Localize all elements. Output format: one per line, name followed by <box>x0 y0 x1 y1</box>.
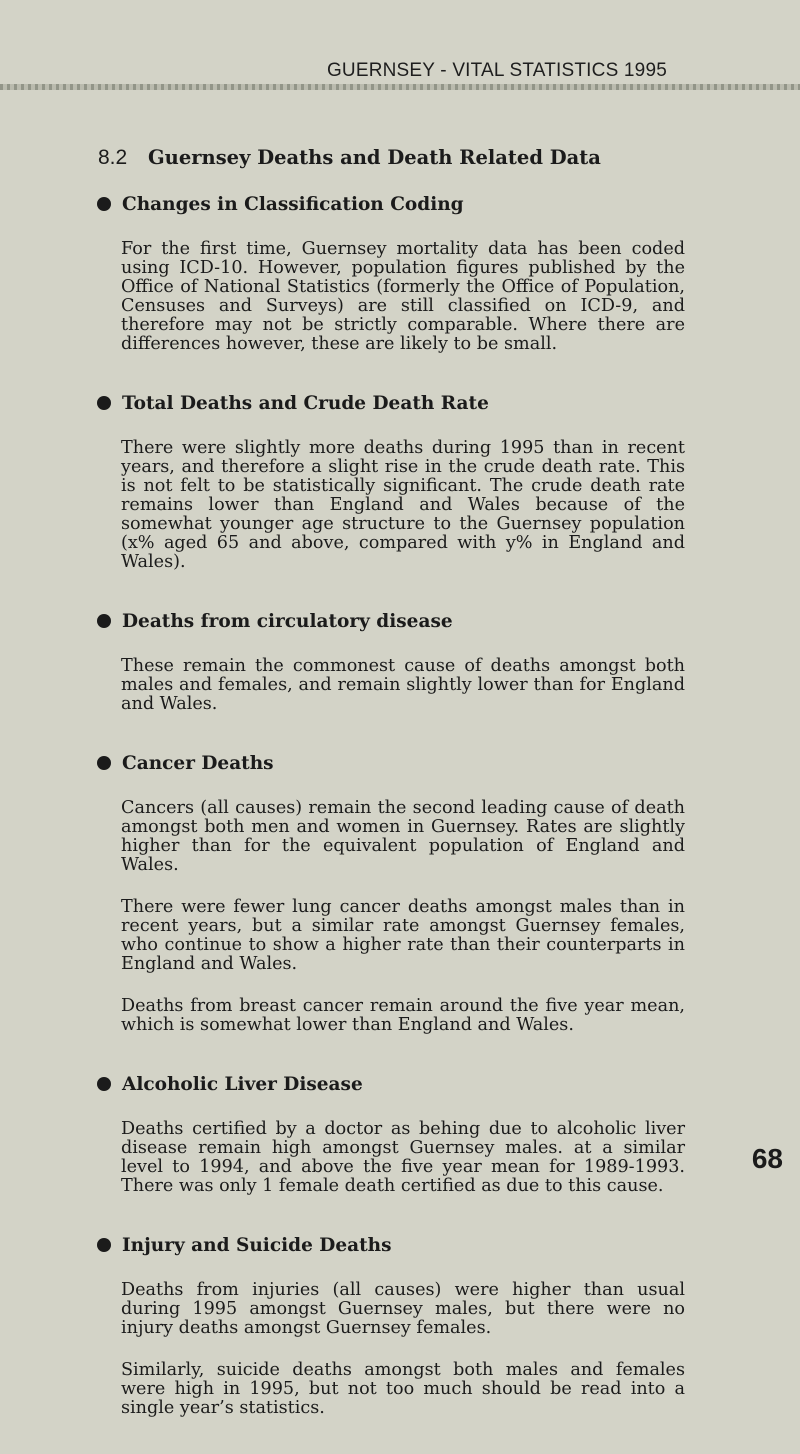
topic-heading <box>97 1071 685 1097</box>
paragraph: Deaths from injuries (all causes) were higher than usual during 1995 amongst Guernsey males, but there were no injury deaths amongst Guernsey females. <box>121 1280 685 1338</box>
topic-total-deaths <box>97 390 685 572</box>
topic-heading <box>97 1232 685 1258</box>
page-number: 68 <box>751 1143 783 1174</box>
topic-heading <box>97 608 685 634</box>
paragraph: These remain the commonest cause of deaths amongst both males and females, and remain slightly lower than for England and Wales. <box>121 656 685 714</box>
bullet-icon <box>97 1077 111 1091</box>
topic-classification-coding <box>97 191 685 354</box>
topic-heading <box>97 191 685 217</box>
paragraph: Deaths certified by a doctor as behing due to alcoholic liver disease remain high amongst Guernsey males. at a similar level to 1994, and above the five year mean for 1989-1993. There was only 1 female death certified as due to this cause. <box>121 1119 685 1196</box>
topic-title: Changes in Classification Coding <box>122 193 464 215</box>
topic-injury-suicide-deaths <box>97 1232 685 1418</box>
topic-circulatory-disease <box>97 608 685 714</box>
section-title: Guernsey Deaths and Death Related Data <box>148 146 601 169</box>
section-number: 8.2 <box>98 146 128 169</box>
running-header: GUERNSEY - VITAL STATISTICS 1995 <box>326 60 667 81</box>
topic-title: Total Deaths and Crude Death Rate <box>122 392 489 414</box>
topic-title: Injury and Suicide Deaths <box>122 1234 392 1256</box>
header-rule <box>0 84 800 90</box>
bullet-icon <box>97 1238 111 1252</box>
paragraph: Similarly, suicide deaths amongst both males and females were high in 1995, but not too much should be read into a single year’s statistics. <box>121 1360 685 1418</box>
bullet-icon <box>97 197 111 211</box>
topic-alcoholic-liver-disease <box>97 1071 685 1196</box>
bullet-icon <box>97 756 111 770</box>
paragraph: For the first time, Guernsey mortality data has been coded using ICD-10. However, population figures published by the Office of National Statistics (formerly the Office of Population, Censuses and Surveys) are still classified on ICD-9, and therefore may not be strictly comparable. Where there are differences however, these are likely to be small. <box>121 239 685 354</box>
topic-heading <box>97 750 685 776</box>
paragraph: Cancers (all causes) remain the second leading cause of death amongst both men and women in Guernsey. Rates are slightly higher than for the equivalent population of England and Wales. <box>121 798 685 875</box>
paragraph: Deaths from breast cancer remain around the five year mean, which is somewhat lower than England and Wales. <box>121 996 685 1035</box>
topic-heading <box>97 390 685 416</box>
bullet-icon <box>97 396 111 410</box>
section-content <box>97 191 685 1454</box>
paragraph: There were fewer lung cancer deaths amongst males than in recent years, but a similar rate amongst Guernsey females, who continue to show a higher rate than their counterparts in England and Wales. <box>121 897 685 974</box>
topic-title: Cancer Deaths <box>122 752 274 774</box>
topic-title: Alcoholic Liver Disease <box>122 1073 363 1095</box>
topic-cancer-deaths <box>97 750 685 1035</box>
topic-title: Deaths from circulatory disease <box>122 610 453 632</box>
paragraph: There were slightly more deaths during 1995 than in recent years, and therefore a slight rise in the crude death rate. This is not felt to be statistically significant. The crude death rate remains lower than England and Wales because of the somewhat younger age structure to the Guernsey population (x% aged 65 and above, compared with y% in England and Wales). <box>121 438 685 572</box>
bullet-icon <box>97 614 111 628</box>
